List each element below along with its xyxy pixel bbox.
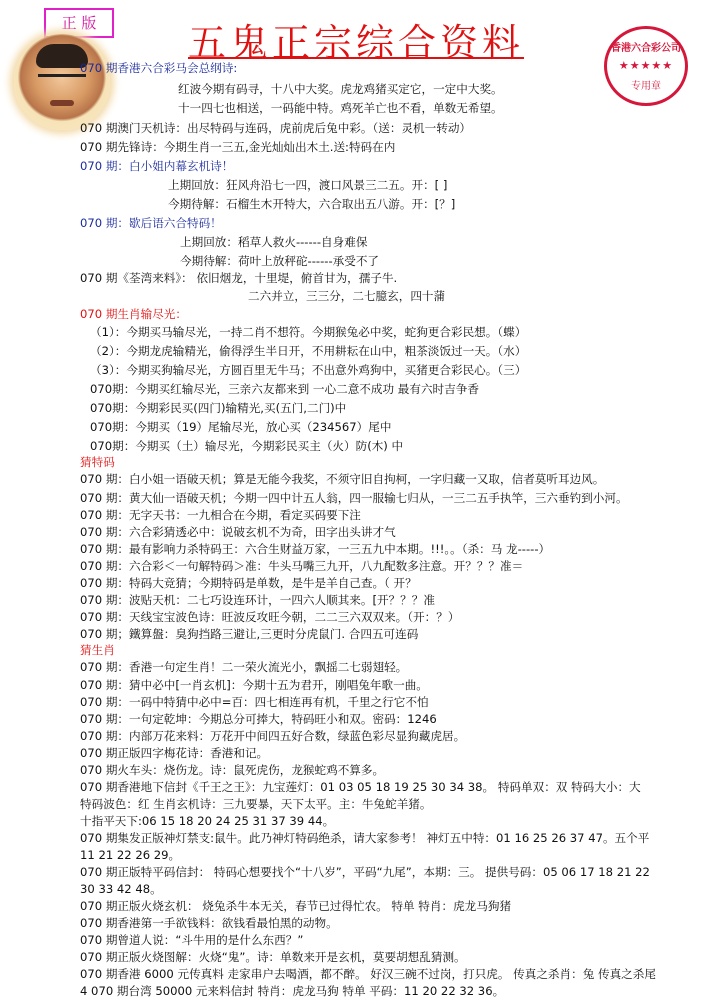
text-line: 070 期香港地下信封《千王之王》：九宝莲灯：01 03 05 18 19 25 30 34 38。 特码单双：双 特码大小：大 — [80, 780, 641, 794]
text-line: 070 期：特码大竞猜；今期特码是单数，是牛是羊自己查。（ 开？ — [80, 576, 417, 590]
text-line: 070 期正版火烧玄机： 烧兔杀牛本无关，春节已过得忙农。 特单 特肖：虎龙马狗猪 — [80, 899, 512, 913]
text-line: 070 期：白小姐内幕玄机诗！ — [80, 159, 234, 173]
text-line: 070 期：天线宝宝波色诗：旺波反攻旺今朝，二二三六双双来。（开：？） — [80, 610, 460, 624]
text-line: 070 期：白小姐一语破天机；算是无能今我奖，不须守旧自拘柯，一字归藏一又取，信者莫听耳边风。 — [80, 472, 605, 486]
text-line: 070 期曾道人说：“斗牛用的是什么东西？” — [80, 933, 304, 947]
portrait-photo — [14, 34, 110, 130]
text-line: （1）：今期买马输尽光，一持二肖不想符。今期猴兔必中奖，蛇狗更合彩民想。（蝶） — [90, 325, 527, 339]
text-line: 070 期：歇后语六合特码！ — [80, 216, 222, 230]
text-line: 070 期：猜中必中[一肖玄机]：今期十五为君开，刚唱兔年歌一曲。 — [80, 678, 428, 692]
text-line: 070 期《荃湾来料》： 依旧烟龙，十里堤，俯首甘为，孺子牛. — [80, 271, 398, 285]
text-line: 今期待解：荷叶上放秤砣------承受不了 — [180, 254, 380, 268]
text-line: 070期：今期彩民买(四门)输精光,买(五门,二门)中 — [90, 401, 347, 415]
text-line: 070 期：波贴天机：二七巧设连环计，一四六人顺其来。[开？？？准 — [80, 593, 435, 607]
text-line: 070 期集发正版神灯禁支:鼠牛。此乃神灯特码绝杀，请大家参考！ 神灯五中特：01 16 25 26 37 47。五个平 — [80, 831, 650, 845]
portrait-glasses — [38, 74, 86, 85]
text-line: 070 期：香港一句定生肖！二一荣火流光小，飘摇二七弱翅轻。 — [80, 660, 408, 674]
text-line: 070期：今期买（土）输尽光，今期彩民买主（火）防(木) 中 — [90, 439, 404, 453]
text-line: 070期：今期买红输尽光，三亲六友都来到 一心二意不成功 最有六时吉争香 — [90, 382, 479, 396]
text-line: 十一四七也相送，一码能中特。鸡死羊亡也不看，单数无希望。 — [178, 101, 503, 115]
text-line: 070 期：最有影响力杀特码王：六合生财益万家，一三五九中本期。!!!。。（杀：马 龙-----） — [80, 542, 551, 556]
text-line: 11 21 22 26 29。 — [80, 848, 181, 862]
text-line: 070 期香港 6000 元传真料 走家串户去喝酒，都不醉。 好汉三碗不过岗，打只虎。 传真之杀肖：兔 传真之杀尾 — [80, 967, 656, 981]
text-line: （2）：今期龙虎输精光，偷得浮生半日开，不用耕耘在山中，粗茶淡饭过一天。（水） — [90, 344, 527, 358]
text-line: 070 期正版四字梅花诗：香港和记。 — [80, 746, 269, 760]
text-line: 070 期香港第一手欲钱料：欲钱看最怕黑的动物。 — [80, 916, 338, 930]
company-seal — [604, 26, 688, 106]
text-line: 十指平天下:06 15 18 20 24 25 31 37 39 44。 — [80, 814, 335, 828]
text-line: 070 期澳门天机诗：出尽特码与连码，虎前虎后兔中彩。（送：灵机一转动） — [80, 121, 472, 135]
genuine-badge: 正 版 — [44, 8, 114, 38]
seal-stars: ★★★★★ — [618, 59, 674, 72]
text-line: 070 期：一码中特猜中必中=百：四七相连再有机，千里之行它不怕 — [80, 695, 429, 709]
text-line: 4 070 期台湾 50000 元来料信封 特肖：虎龙马狗 特单 平码：11 20 22 32 36。 — [80, 984, 505, 998]
text-line: 070 期：六合彩＜一句解特码＞准：牛头马嘴三九开，八九配数多注意。开？？？准＝ — [80, 559, 524, 573]
text-line: 猜特码 — [80, 455, 115, 469]
text-line: 070 期：内部万花来料：万花开中间四五好合数，绿蓝色彩尽显狗藏虎居。 — [80, 729, 466, 743]
text-line: 070 期火车头：烧伤龙。诗：鼠死虎伤，龙猴蛇鸡不算多。 — [80, 763, 385, 777]
text-line: 070期：今期买（19）尾输尽光，放心买（234567）尾中 — [90, 420, 392, 434]
page-title: 五鬼正宗综合资料 — [188, 21, 525, 65]
text-line: 上期回放：稻草人救火------自身难保 — [180, 235, 368, 249]
portrait-mouth — [50, 100, 74, 106]
text-line: 070 期生肖输尽光： — [80, 307, 187, 321]
seal-top-text: 香港六合彩公司 — [611, 43, 681, 54]
text-line: 070 期正版火烧图解：火烧“鬼”。诗：单数来开是玄机，莫要胡想乱猜测。 — [80, 950, 466, 964]
text-line: 红波今期有码寻，十八中大奖。虎龙鸡猪买定它，一定中大奖。 — [178, 82, 503, 96]
text-line: 070 期：一句定乾坤：今期总分可捧大，特码旺小和双。密码：1246 — [80, 712, 437, 726]
text-line: 070 期：黄大仙一语破天机；今期一四中计五人翁，四一服输七归从，一三二五手执竿，三六垂钓到小河。 — [80, 491, 628, 505]
text-line: 070 期：无字天书：一九相合在今期，看定买码要下注 — [80, 508, 361, 522]
text-line: 070 期；鐵算盤：臭狗挡路三避让,三更时分虎鼠门. 合四五可连码 — [80, 627, 419, 641]
text-line: 30 33 42 48。 — [80, 882, 162, 896]
text-line: 070 期香港六合彩马会总纲诗: — [80, 61, 238, 75]
seal-bottom-text: 专用章 — [631, 81, 661, 92]
text-line: 特码波色：红 生肖玄机诗：三九要暴，天下太平。主：牛兔蛇羊猪。 — [80, 797, 432, 811]
text-line: 二六并立，三三分，二七臆玄，四十蒲 — [248, 289, 446, 303]
text-line: 今期待解：石榴生木开特大，六合取出五八游。开：[？] — [168, 197, 456, 211]
text-line: 070 期先锋诗：今期生肖一三五,金光灿灿出木土.送:特码在内 — [80, 140, 396, 154]
text-line: 070 期正版特平码信封： 特码心想要找个“十八岁”，平码“九尾”，本期：三。 提供号码：05 06 17 18 21 22 — [80, 865, 650, 879]
text-line: 猜生肖 — [80, 643, 115, 657]
text-line: 070 期：六合彩猜透必中：说破玄机不为奇，田字出头讲才气 — [80, 525, 396, 539]
text-line: （3）：今期买狗输尽光，方圆百里无牛马；不出意外鸡狗中，买猪更合彩民心。（三） — [90, 363, 527, 377]
text-line: 上期回放：狂风舟沿七一四，渡口风景三二五。开：[ ] — [168, 178, 448, 192]
